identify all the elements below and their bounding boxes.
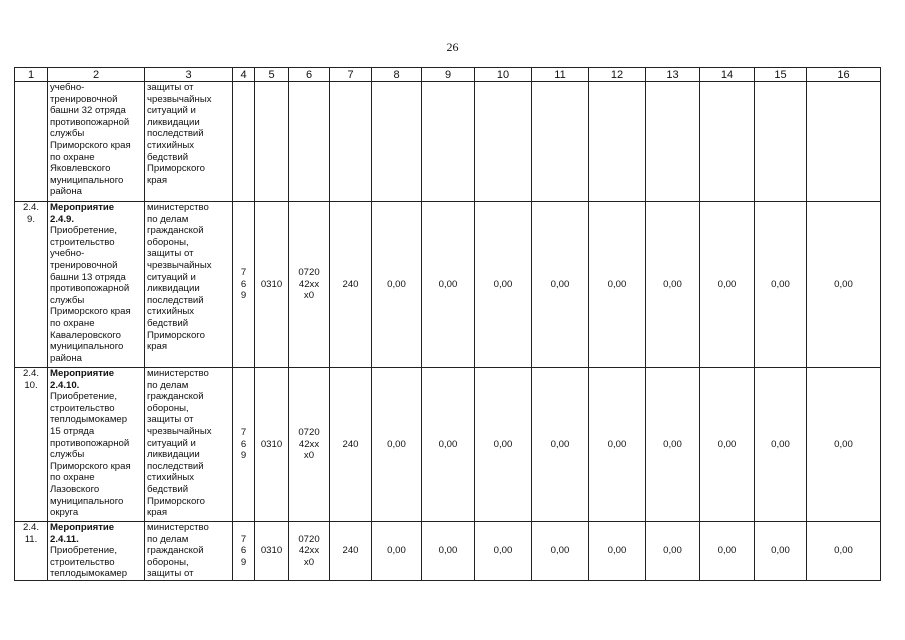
column-header: 6 xyxy=(289,68,330,82)
cell-line: края xyxy=(147,174,168,186)
cell-line: Кавалеровского xyxy=(50,329,121,341)
cell-line: чрезвычайных xyxy=(147,259,212,271)
expense-type-cell: 240 xyxy=(330,522,372,581)
cell-line: 42xx xyxy=(298,438,320,450)
cell-line: Приморского края xyxy=(50,306,131,318)
item-number-cell xyxy=(15,368,48,522)
cell-line: 6 xyxy=(240,278,247,290)
cell-line: гражданской xyxy=(147,225,204,237)
executor-cell xyxy=(145,82,233,202)
cell-line: обороны, xyxy=(147,556,189,568)
cell-line: 6 xyxy=(240,545,247,557)
cell-line: 7 xyxy=(240,427,247,439)
cell-line: ситуаций и xyxy=(147,437,196,449)
item-number-cell xyxy=(15,82,48,202)
cell-line: 2.4.9. xyxy=(50,213,75,225)
cell-line: обороны, xyxy=(147,236,189,248)
value-cell xyxy=(700,82,755,202)
column-header: 14 xyxy=(700,68,755,82)
cell-line: муниципального xyxy=(50,174,124,186)
table-row xyxy=(15,202,881,368)
cell-line: Приобретение, xyxy=(50,391,118,403)
cell-line: Приморского края xyxy=(50,139,131,151)
cell-line: башни 13 отряда xyxy=(50,271,126,283)
cell-line: x0 xyxy=(303,556,315,568)
item-description-cell xyxy=(48,368,145,522)
value-cell: 0,00 xyxy=(589,202,646,368)
table-row xyxy=(15,368,881,522)
value-cell: 0,00 xyxy=(646,522,700,581)
cell-line: 11. xyxy=(24,533,38,545)
column-header: 1 xyxy=(15,68,48,82)
column-header: 10 xyxy=(475,68,532,82)
cell-line: 15 отряда xyxy=(50,425,95,437)
cell-line: муниципального xyxy=(50,341,124,353)
value-cell: 0,00 xyxy=(422,202,475,368)
value-cell xyxy=(646,82,700,202)
target-article-cell xyxy=(289,522,330,581)
value-cell: 0,00 xyxy=(372,202,422,368)
cell-line: 9. xyxy=(26,213,35,225)
cell-line: 0720 xyxy=(298,267,320,279)
value-cell: 0,00 xyxy=(646,202,700,368)
cell-line: 42xx xyxy=(298,545,320,557)
cell-line: Приморского xyxy=(147,495,205,507)
cell-line: последствий xyxy=(147,294,204,306)
cell-line: противопожарной xyxy=(50,283,130,295)
value-cell: 0,00 xyxy=(372,368,422,522)
cell-line: 2.4.11. xyxy=(50,533,79,545)
cell-line: строительство xyxy=(50,402,115,414)
cell-line: стихийных xyxy=(147,306,195,318)
value-cell xyxy=(475,82,532,202)
budget-table xyxy=(14,67,881,581)
cell-line: последствий xyxy=(147,128,204,140)
cell-line: 2.4. xyxy=(22,522,39,533)
cell-line: Мероприятие xyxy=(50,202,115,213)
executor-cell xyxy=(145,522,233,581)
cell-line: 10. xyxy=(24,379,38,391)
value-cell: 0,00 xyxy=(807,522,881,581)
value-cell xyxy=(807,82,881,202)
cell-line: по охране xyxy=(50,317,95,329)
value-cell: 0,00 xyxy=(755,368,807,522)
cell-line: министерство xyxy=(147,202,209,213)
cell-line: ликвидации xyxy=(147,449,200,461)
cell-line: ликвидации xyxy=(147,283,200,295)
cell-line: стихийных xyxy=(147,139,195,151)
cell-line: Яковлевского xyxy=(50,163,111,175)
value-cell: 0,00 xyxy=(755,522,807,581)
value-cell: 0,00 xyxy=(589,522,646,581)
cell-line: округа xyxy=(50,507,79,519)
ministry-code-cell xyxy=(233,368,255,522)
cell-line: чрезвычайных xyxy=(147,93,212,105)
column-header: 13 xyxy=(646,68,700,82)
executor-cell xyxy=(145,202,233,368)
column-header: 9 xyxy=(422,68,475,82)
value-cell: 0,00 xyxy=(532,522,589,581)
cell-line: Мероприятие xyxy=(50,522,115,533)
value-cell: 0,00 xyxy=(807,202,881,368)
value-cell: 0,00 xyxy=(475,202,532,368)
column-header: 16 xyxy=(807,68,881,82)
cell-line: бедствий xyxy=(147,317,189,329)
value-cell: 0,00 xyxy=(475,368,532,522)
cell-line: x0 xyxy=(303,450,315,462)
value-cell xyxy=(422,82,475,202)
cell-line: тренировочной xyxy=(50,259,118,271)
cell-line: министерство xyxy=(147,522,209,533)
cell-line: по делам xyxy=(147,213,189,225)
column-header: 4 xyxy=(233,68,255,82)
cell-line: защиты от xyxy=(147,568,194,580)
item-description-cell xyxy=(48,82,145,202)
cell-line: 9 xyxy=(240,290,247,302)
value-cell: 0,00 xyxy=(700,368,755,522)
cell-line: службы xyxy=(50,294,85,306)
cell-line: по делам xyxy=(147,379,189,391)
cell-line: обороны, xyxy=(147,402,189,414)
section-code-cell: 0310 xyxy=(255,522,289,581)
cell-line: башни 32 отряда xyxy=(50,105,126,117)
cell-line: службы xyxy=(50,449,85,461)
cell-line: учебно- xyxy=(50,82,85,93)
table-row xyxy=(15,522,881,581)
cell-line: строительство xyxy=(50,556,115,568)
ministry-code-cell xyxy=(233,82,255,202)
cell-line: ликвидации xyxy=(147,116,200,128)
value-cell: 0,00 xyxy=(755,202,807,368)
column-header: 7 xyxy=(330,68,372,82)
target-article-cell xyxy=(289,368,330,522)
column-header: 15 xyxy=(755,68,807,82)
value-cell xyxy=(755,82,807,202)
cell-line: Мероприятие xyxy=(50,368,115,379)
cell-line: 2.4. xyxy=(22,202,39,213)
cell-line: защиты от xyxy=(147,248,194,260)
value-cell: 0,00 xyxy=(700,522,755,581)
cell-line: района xyxy=(50,352,82,364)
column-header: 2 xyxy=(48,68,145,82)
ministry-code-cell xyxy=(233,522,255,581)
cell-line: Лазовского xyxy=(50,483,100,495)
value-cell: 0,00 xyxy=(422,522,475,581)
cell-line: министерство xyxy=(147,368,209,379)
value-cell: 0,00 xyxy=(807,368,881,522)
header-row xyxy=(15,68,881,82)
cell-line: по делам xyxy=(147,533,189,545)
cell-line: чрезвычайных xyxy=(147,425,212,437)
cell-line: Приобретение, xyxy=(50,225,118,237)
cell-line: бедствий xyxy=(147,483,189,495)
value-cell: 0,00 xyxy=(646,368,700,522)
cell-line: 9 xyxy=(240,556,247,568)
cell-line: 2.4.10. xyxy=(50,379,80,391)
expense-type-cell xyxy=(330,82,372,202)
value-cell xyxy=(589,82,646,202)
cell-line: по охране xyxy=(50,151,95,163)
cell-line: края xyxy=(147,341,168,353)
column-header: 5 xyxy=(255,68,289,82)
expense-type-cell: 240 xyxy=(330,368,372,522)
cell-line: тренировочной xyxy=(50,93,118,105)
section-code-cell xyxy=(255,82,289,202)
value-cell: 0,00 xyxy=(700,202,755,368)
cell-line: 2.4. xyxy=(22,368,39,379)
cell-line: теплодымокамер xyxy=(50,414,128,426)
table-row xyxy=(15,82,881,202)
cell-line: муниципального xyxy=(50,495,124,507)
cell-line: службы xyxy=(50,128,85,140)
cell-line: 0720 xyxy=(298,427,320,439)
executor-cell xyxy=(145,368,233,522)
section-code-cell: 0310 xyxy=(255,368,289,522)
item-number-cell xyxy=(15,522,48,581)
cell-line: 42xx xyxy=(298,278,320,290)
cell-line: гражданской xyxy=(147,545,204,557)
section-code-cell: 0310 xyxy=(255,202,289,368)
item-description-cell xyxy=(48,202,145,368)
cell-line: противопожарной xyxy=(50,437,130,449)
cell-line: учебно- xyxy=(50,248,85,260)
cell-line: района xyxy=(50,186,82,198)
value-cell xyxy=(372,82,422,202)
cell-line: гражданской xyxy=(147,391,204,403)
value-cell: 0,00 xyxy=(422,368,475,522)
value-cell: 0,00 xyxy=(532,368,589,522)
cell-line: противопожарной xyxy=(50,116,130,128)
cell-line: 7 xyxy=(240,267,247,279)
cell-line: 9 xyxy=(240,450,247,462)
target-article-cell xyxy=(289,82,330,202)
ministry-code-cell xyxy=(233,202,255,368)
cell-line: стихийных xyxy=(147,472,195,484)
cell-line: бедствий xyxy=(147,151,189,163)
page-number: 26 xyxy=(446,40,459,54)
cell-line: Приморского края xyxy=(50,460,131,472)
item-description-cell xyxy=(48,522,145,581)
cell-line: Приобретение, xyxy=(50,545,118,557)
cell-line: Приморского xyxy=(147,329,205,341)
target-article-cell xyxy=(289,202,330,368)
cell-line: ситуаций и xyxy=(147,105,196,117)
value-cell: 0,00 xyxy=(475,522,532,581)
column-header: 3 xyxy=(145,68,233,82)
value-cell: 0,00 xyxy=(589,368,646,522)
column-header: 12 xyxy=(589,68,646,82)
value-cell xyxy=(532,82,589,202)
column-header: 8 xyxy=(372,68,422,82)
cell-line: теплодымокамер xyxy=(50,568,128,580)
value-cell: 0,00 xyxy=(532,202,589,368)
cell-line: ситуаций и xyxy=(147,271,196,283)
cell-line: защиты от xyxy=(147,414,194,426)
item-number-cell xyxy=(15,202,48,368)
expense-type-cell: 240 xyxy=(330,202,372,368)
column-header: 11 xyxy=(532,68,589,82)
cell-line: x0 xyxy=(303,290,315,302)
cell-line: Приморского xyxy=(147,163,205,175)
cell-line: 6 xyxy=(240,438,247,450)
cell-line: края xyxy=(147,507,168,519)
cell-line: последствий xyxy=(147,460,204,472)
cell-line: защиты от xyxy=(147,82,194,93)
cell-line: строительство xyxy=(50,236,115,248)
cell-line: по охране xyxy=(50,472,95,484)
value-cell: 0,00 xyxy=(372,522,422,581)
cell-line: 7 xyxy=(240,533,247,545)
cell-line: 0720 xyxy=(298,533,320,545)
